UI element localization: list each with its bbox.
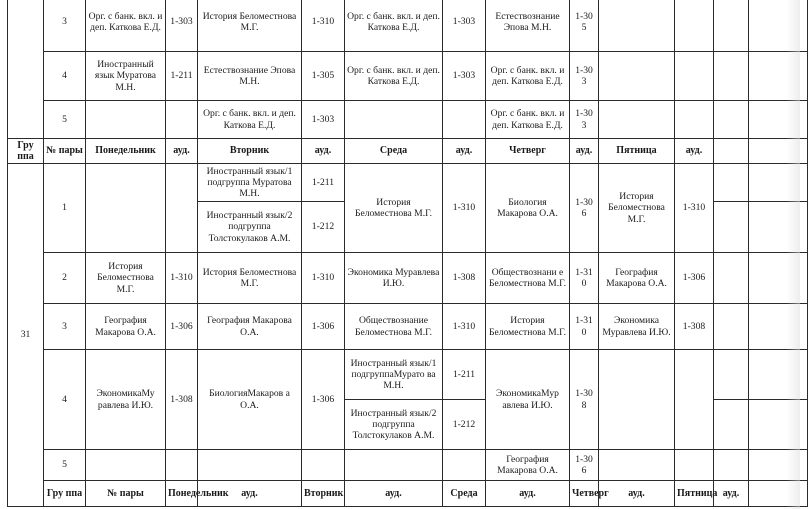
tuesday-room: 1-306 (302, 350, 345, 450)
wednesday-room (443, 101, 486, 139)
header-row (8, 139, 808, 164)
wednesday-room: 1-310 (443, 304, 486, 350)
monday-room (166, 101, 198, 139)
monday-room (166, 164, 198, 253)
pair-number: 3 (44, 0, 86, 52)
monday-lesson: Орг. с банк. вкл. и деп. Каткова Е.Д. (86, 0, 166, 52)
wednesday-room: 1-308 (443, 253, 486, 304)
empty-cell (714, 202, 749, 253)
wednesday-lesson: История Беломестнова М.Г. (345, 164, 443, 253)
empty-cell (714, 450, 749, 481)
header-thursday: Четверг (486, 139, 570, 164)
thursday-lesson: Орг. с банк. вкл. и деп. Каткова Е.Д. (486, 52, 570, 101)
wednesday-lesson (345, 450, 443, 481)
thursday-room: 1-30 3 (570, 101, 599, 139)
page-edge-shadow (786, 0, 800, 509)
table-row (8, 164, 808, 202)
tuesday-lesson: История Беломестнова М.Г. (198, 0, 302, 52)
header-thursday: Четверг (570, 481, 599, 507)
thursday-room: 1-30 8 (570, 350, 599, 450)
friday-lesson (599, 101, 675, 139)
friday-room (675, 52, 714, 101)
monday-room: 1-211 (166, 52, 198, 101)
header-room: ауд. (675, 139, 714, 164)
tuesday-room: 1-310 (302, 0, 345, 52)
pair-number: 4 (44, 350, 86, 450)
friday-lesson (599, 350, 675, 450)
tuesday-room (302, 450, 345, 481)
friday-lesson (599, 0, 675, 52)
table-row (8, 450, 808, 481)
monday-room: 1-308 (166, 350, 198, 450)
header-friday: Пятница (675, 481, 714, 507)
empty-cell (714, 0, 749, 52)
tuesday-lesson: История Беломестнова М.Г. (198, 253, 302, 304)
header-tuesday: Вторник (302, 481, 345, 507)
tuesday-room: 1-211 (302, 164, 345, 202)
header-room: ауд. (714, 481, 749, 507)
header-wednesday: Среда (345, 139, 443, 164)
header-pair: № пары (44, 139, 86, 164)
thursday-lesson: ЭкономикаМур авлева И.Ю. (486, 350, 570, 450)
thursday-room: 1-30 5 (570, 0, 599, 52)
wednesday-lesson: Иностранный язык/2 подгруппа Толстокулаков А.М. (345, 400, 443, 450)
monday-lesson (86, 450, 166, 481)
header-room: ауд. (302, 139, 345, 164)
monday-lesson: География Макарова О.А. (86, 304, 166, 350)
pair-number: 5 (44, 101, 86, 139)
tuesday-lesson (198, 450, 302, 481)
thursday-lesson: Орг. с банк. вкл. и деп. Каткова Е.Д. (486, 101, 570, 139)
tuesday-lesson: Иностранный язык/1 подгруппа Муратова М.Н. (198, 164, 302, 202)
thursday-room: 1-30 6 (570, 164, 599, 253)
friday-room (675, 450, 714, 481)
empty-cell (714, 164, 749, 202)
wednesday-room: 1-212 (443, 400, 486, 450)
header-tuesday: Вторник (198, 139, 302, 164)
header-monday: Понедельник (166, 481, 198, 507)
empty-cell (714, 253, 749, 304)
table-row (8, 0, 808, 52)
thursday-lesson: История Беломестнова М.Г. (486, 304, 570, 350)
friday-room (675, 0, 714, 52)
tuesday-lesson: Иностранный язык/2 подгруппа Толстокулаков А.М. (198, 202, 302, 253)
pair-number: 5 (44, 450, 86, 481)
friday-lesson: География Макарова О.А. (599, 253, 675, 304)
header-wednesday: Среда (443, 481, 486, 507)
table-row (8, 52, 808, 101)
header-room: ауд. (486, 481, 570, 507)
thursday-lesson: Обществознани е Беломестнова М.Г. (486, 253, 570, 304)
header-group: Гру ппа (8, 139, 44, 164)
friday-lesson (599, 52, 675, 101)
header-room: ауд. (166, 139, 198, 164)
tuesday-lesson: Орг. с банк. вкл. и деп. Каткова Е.Д. (198, 101, 302, 139)
thursday-room: 1-31 0 (570, 253, 599, 304)
tuesday-lesson: География Макарова О.А. (198, 304, 302, 350)
tuesday-lesson: БиологияМакаров а О.А. (198, 350, 302, 450)
wednesday-room: 1-310 (443, 164, 486, 253)
wednesday-room: 1-211 (443, 350, 486, 400)
header-room: ауд. (443, 139, 486, 164)
friday-room (675, 101, 714, 139)
friday-room: 1-308 (675, 304, 714, 350)
table-row (8, 253, 808, 304)
tuesday-room: 1-305 (302, 52, 345, 101)
wednesday-room: 1-303 (443, 0, 486, 52)
pair-number: 1 (44, 164, 86, 253)
tuesday-room: 1-310 (302, 253, 345, 304)
header-room: ауд. (570, 139, 599, 164)
monday-room: 1-306 (166, 304, 198, 350)
monday-lesson: Иностранный язык Муратова М.Н. (86, 52, 166, 101)
group-cell (8, 0, 44, 139)
header-room: ауд. (198, 481, 302, 507)
friday-room (675, 350, 714, 450)
empty-cell (714, 304, 749, 350)
tuesday-lesson: Естествознание Эпова М.Н. (198, 52, 302, 101)
monday-lesson (86, 101, 166, 139)
header-room: ауд. (345, 481, 443, 507)
tuesday-room: 1-303 (302, 101, 345, 139)
friday-lesson (599, 450, 675, 481)
thursday-lesson: Биология Макарова О.А. (486, 164, 570, 253)
header-pair: № пары (86, 481, 166, 507)
wednesday-lesson: Иностранный язык/1 подгруппаМурато ва М.Н. (345, 350, 443, 400)
monday-lesson: ЭкономикаМу равлева И.Ю. (86, 350, 166, 450)
friday-lesson: История Беломестнова М.Г. (599, 164, 675, 253)
empty-cell (714, 139, 749, 164)
pair-number: 2 (44, 253, 86, 304)
header-monday: Понедельник (86, 139, 166, 164)
thursday-room: 1-30 3 (570, 52, 599, 101)
friday-room: 1-310 (675, 164, 714, 253)
empty-cell (714, 101, 749, 139)
wednesday-lesson: Обществознание Беломестнова М.Г. (345, 304, 443, 350)
table-row (8, 304, 808, 350)
thursday-room: 1-31 0 (570, 304, 599, 350)
pair-number: 4 (44, 52, 86, 101)
monday-room: 1-303 (166, 0, 198, 52)
empty-cell (714, 52, 749, 101)
header-room: ауд. (599, 481, 675, 507)
pair-number: 3 (44, 304, 86, 350)
header-friday: Пятница (599, 139, 675, 164)
thursday-lesson: Естествознание Эпова М.Н. (486, 0, 570, 52)
header-group: Гру ппа (44, 481, 86, 507)
monday-room: 1-310 (166, 253, 198, 304)
wednesday-room: 1-303 (443, 52, 486, 101)
monday-room (166, 450, 198, 481)
table-row (8, 101, 808, 139)
friday-lesson: Экономика Муравлева И.Ю. (599, 304, 675, 350)
table-row (8, 350, 808, 400)
thursday-lesson: География Макарова О.А. (486, 450, 570, 481)
friday-room: 1-306 (675, 253, 714, 304)
wednesday-lesson: Орг. с банк. вкл. и деп. Каткова Е.Д. (345, 52, 443, 101)
tuesday-room: 1-306 (302, 304, 345, 350)
wednesday-lesson: Орг. с банк. вкл. и деп. Каткова Е.Д. (345, 0, 443, 52)
wednesday-lesson: Экономика Муравлева И.Ю. (345, 253, 443, 304)
monday-lesson: История Беломестнова М.Г. (86, 253, 166, 304)
schedule-table (7, 0, 808, 507)
monday-lesson (86, 164, 166, 253)
group-number: 31 (8, 164, 44, 507)
thursday-room: 1-30 6 (570, 450, 599, 481)
tuesday-room: 1-212 (302, 202, 345, 253)
empty-cell (714, 400, 749, 450)
wednesday-lesson (345, 101, 443, 139)
header-row (8, 481, 808, 507)
wednesday-room (443, 450, 486, 481)
empty-cell (714, 350, 749, 400)
